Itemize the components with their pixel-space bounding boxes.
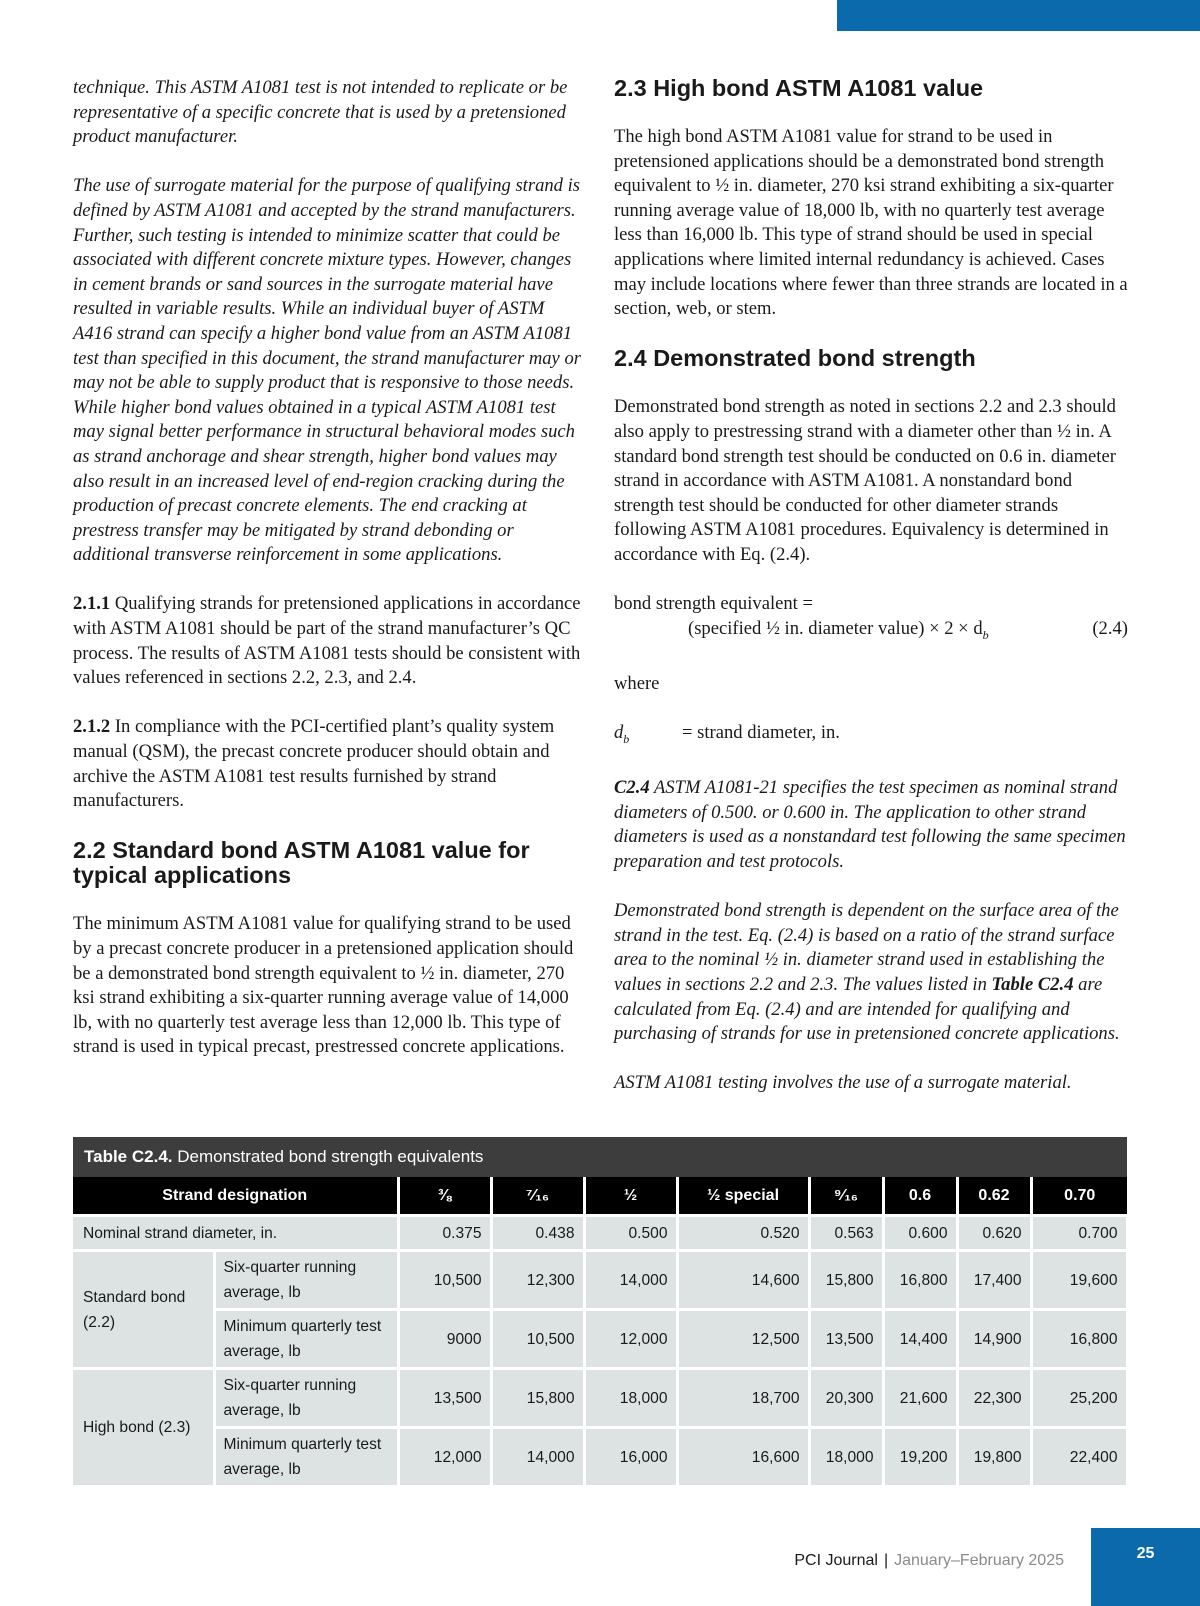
journal-name: PCI Journal: [794, 1552, 878, 1569]
table-cell: 0.600: [883, 1216, 957, 1251]
table-cell: 21,600: [883, 1369, 957, 1428]
table-cell: 19,600: [1031, 1251, 1127, 1310]
row-label: Minimum quarterly test average, lb: [214, 1310, 398, 1369]
table-row: [73, 1310, 1127, 1369]
footer-separator: |: [883, 1552, 889, 1569]
column-header: ½ special: [677, 1177, 809, 1216]
table-row: [73, 1428, 1127, 1487]
bond-strength-table: [73, 1177, 1129, 1488]
row-label: Minimum quarterly test average, lb: [214, 1428, 398, 1487]
table-cell: 16,800: [883, 1251, 957, 1310]
commentary-c2-4: C2.4 ASTM A1081-21 specifies the test specimen as nominal strand diameters of 0.500. or 0.600 in. The application to other strand diameters is used as a nonstandard test following the same specimen preparation and test protocols.: [614, 777, 1126, 873]
section-2-1-2: [73, 715, 585, 813]
table-cell: 19,800: [957, 1428, 1031, 1487]
section-text: Qualifying strands for pretensioned applications in accordance with ASTM A1081 should be part of the strand manufacturer’s QC process. The results of ASTM A1081 tests should be consistent with values referenced in sections 2.2, 2.3, and 2.4.: [73, 593, 581, 689]
heading-2-4: 2.4 Demonstrated bond strength: [614, 345, 976, 372]
table-caption: Table C2.4. Demonstrated bond strength equivalents: [73, 1137, 1127, 1177]
table-cell: 14,000: [491, 1428, 584, 1487]
table-cell: 10,500: [491, 1310, 584, 1369]
table-cell: 0.700: [1031, 1216, 1127, 1251]
group-label: Standard bond (2.2): [73, 1251, 214, 1369]
table-cell: 12,500: [677, 1310, 809, 1369]
section-2-1-1: [73, 592, 585, 690]
table-cell: 22,300: [957, 1369, 1031, 1428]
section-number: 2.1.2: [73, 716, 111, 738]
table-cell: 16,800: [1031, 1310, 1127, 1369]
demonstrated-bond-paragraph: Demonstrated bond strength is dependent on the surface area of the strand in the test. Eq. (2.4) is based on a ratio of the strand surface area to the nominal ½ in. diameter strand used in establishing the values in sections 2.2 and 2.3. The values listed in Table C2.4 are calculated from Eq. (2.4) and are intended for qualifying and purchasing of strands for use in pretensioned concrete applications.: [614, 900, 1120, 1045]
table-cell: 13,500: [809, 1310, 883, 1369]
table-cell: 14,600: [677, 1251, 809, 1310]
variable-definition: [614, 721, 1128, 752]
table-cell: 15,800: [491, 1369, 584, 1428]
header-accent-bar: [837, 0, 1200, 31]
table-row: [73, 1369, 1127, 1428]
table-cell: 13,500: [398, 1369, 491, 1428]
table-cell: 0.375: [398, 1216, 491, 1251]
section-2-2-paragraph: The minimum ASTM A1081 value for qualifying strand to be used by a precast concrete producer in a pretensioned application should be a demonstrated bond strength equivalent to ½ in. diameter, 270 ksi strand exhibiting a six-quarter running average value of 14,000 lb, with no quarterly test average less than 12,000 lb. This type of strand is used in typical precast, prestressed concrete applications.: [73, 913, 574, 1058]
surrogate-note: ASTM A1081 testing involves the use of a surrogate material.: [614, 1072, 1072, 1094]
intro-paragraph: technique. This ASTM A1081 test is not intended to replicate or be representative of a specific concrete that is used by a pretensioned product manufacturer.: [73, 77, 568, 148]
column-header: Strand designation: [73, 1177, 398, 1216]
table-cell: 17,400: [957, 1251, 1031, 1310]
table-c2-4: [73, 1137, 1127, 1488]
table-cell: 19,200: [883, 1428, 957, 1487]
equation-expression: (specified ½ in. diameter value) × 2 × d: [688, 617, 983, 639]
table-cell: 0.500: [584, 1216, 677, 1251]
table-cell: 14,900: [957, 1310, 1031, 1369]
table-cell: 0.563: [809, 1216, 883, 1251]
where-label: where: [614, 672, 660, 694]
table-row: [73, 1251, 1127, 1310]
page-footer: [0, 1528, 1200, 1606]
table-cell: 22,400: [1031, 1428, 1127, 1487]
right-column: [614, 76, 1128, 1121]
column-header: 0.70: [1031, 1177, 1127, 1216]
equation-number: (2.4): [1092, 617, 1128, 639]
equation-subscript: b: [982, 627, 989, 642]
issue-date: January–February 2025: [894, 1552, 1064, 1569]
table-cell: 18,000: [809, 1428, 883, 1487]
row-label: Six-quarter running average, lb: [214, 1251, 398, 1310]
row-label: Nominal strand diameter, in.: [73, 1216, 398, 1251]
table-cell: 12,300: [491, 1251, 584, 1310]
table-cell: 9000: [398, 1310, 491, 1369]
column-header: 0.6: [883, 1177, 957, 1216]
table-row: [73, 1216, 1127, 1251]
surrogate-paragraph: The use of surrogate material for the purpose of qualifying strand is defined by ASTM A1081 and accepted by the strand manufacturers. Further, such testing is intended to minimize scatter that could be associated with different concrete mixture types. However, changes in cement brands or sand sources in the surrogate material have resulted in variable results. While an individual buyer of ASTM A416 strand can specify a higher bond value from an ASTM A1081 test than specified in this document, the strand manufacturer may or may not be able to supply product that is responsive to those needs. While higher bond values obtained in a typical ASTM A1081 test may signal better performance in structural behavioral modes such as strand anchorage and shear strength, higher bond values may also result in an increased level of end-region cracking during the production of precast concrete elements. The end cracking at prestress transfer may be mitigated by strand debonding or additional transverse reinforcement in some applications.: [73, 175, 581, 566]
column-header: ½: [584, 1177, 677, 1216]
table-header-row: [73, 1177, 1127, 1216]
equation-2-4: [614, 592, 1128, 647]
table-cell: 14,000: [584, 1251, 677, 1310]
section-number: 2.1.1: [73, 593, 111, 615]
left-column: [73, 76, 585, 1085]
column-header: ⁹⁄₁₆: [809, 1177, 883, 1216]
column-header: ⁷⁄₁₆: [491, 1177, 584, 1216]
table-cell: 20,300: [809, 1369, 883, 1428]
table-cell: 18,700: [677, 1369, 809, 1428]
footer-journal-info: [794, 1552, 1064, 1570]
page-number: 25: [1091, 1528, 1200, 1606]
table-cell: 12,000: [398, 1428, 491, 1487]
variable-description: = strand diameter, in.: [682, 722, 840, 744]
table-cell: 18,000: [584, 1369, 677, 1428]
section-2-3-paragraph: The high bond ASTM A1081 value for strand to be used in pretensioned applications should be a demonstrated bond strength equivalent to ½ in. diameter, 270 ksi strand exhibiting a six-quarter running average value of 18,000 lb, with no quarterly test average less than 16,000 lb. This type of strand should be used in special applications where limited internal redundancy is achieved. Cases may include locations where fewer than three strands are located in a section, web, or stem.: [614, 126, 1128, 320]
table-cell: 0.620: [957, 1216, 1031, 1251]
equation-rhs: [614, 617, 1128, 648]
heading-2-2: 2.2 Standard bond ASTM A1081 value for typical applications: [73, 837, 530, 889]
table-cell: 15,800: [809, 1251, 883, 1310]
column-header: 0.62: [957, 1177, 1031, 1216]
table-cell: 14,400: [883, 1310, 957, 1369]
table-cell: 25,200: [1031, 1369, 1127, 1428]
table-cell: 10,500: [398, 1251, 491, 1310]
table-cell: 0.438: [491, 1216, 584, 1251]
table-cell: 0.520: [677, 1216, 809, 1251]
table-cell: 16,000: [584, 1428, 677, 1487]
row-label: Six-quarter running average, lb: [214, 1369, 398, 1428]
section-2-4-paragraph: Demonstrated bond strength as noted in sections 2.2 and 2.3 should also apply to prestressing strand with a diameter other than ½ in. A standard bond strength test should be conducted on 0.6 in. diameter strand in accordance with ASTM A1081. A nonstandard bond strength test should be conducted for other diameter strands following ASTM A1081 procedures. Equivalency is determined in accordance with Eq. (2.4).: [614, 396, 1116, 565]
table-reference: Table C2.4: [991, 974, 1074, 995]
table-cell: 16,600: [677, 1428, 809, 1487]
variable-symbol: $d_b$: [614, 722, 630, 747]
heading-2-3: 2.3 High bond ASTM A1081 value: [614, 75, 984, 101]
group-label: High bond (2.3): [73, 1369, 214, 1487]
equation-lhs: bond strength equivalent =: [614, 593, 813, 615]
table-cell: 12,000: [584, 1310, 677, 1369]
section-text: In compliance with the PCI-certified plant’s quality system manual (QSM), the precast concrete producer should obtain and archive the ASTM A1081 test results furnished by strand manufacturers.: [73, 716, 555, 812]
column-header: ⅜: [398, 1177, 491, 1216]
commentary-label: C2.4: [614, 777, 650, 799]
